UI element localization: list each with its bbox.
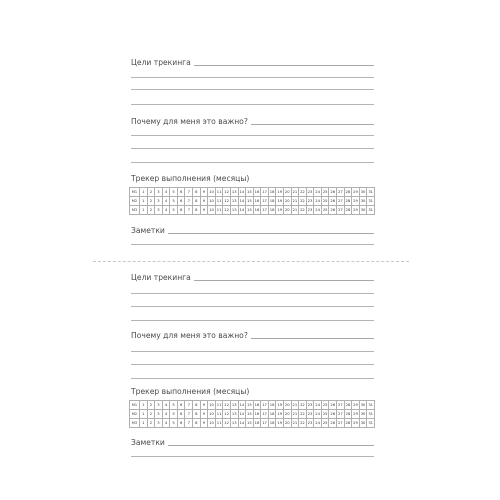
day-cell[interactable]: 22 [299,419,307,428]
heading-underline [168,233,374,234]
day-cell[interactable]: 9 [200,206,208,215]
day-cell[interactable]: 10 [208,410,216,419]
day-cell[interactable]: 8 [193,401,201,410]
day-cell[interactable]: 27 [337,206,345,215]
day-cell[interactable]: 17 [261,410,269,419]
day-cell[interactable]: 23 [306,401,314,410]
day-cell[interactable]: 24 [314,197,322,206]
day-cell[interactable]: 31 [367,410,375,419]
day-cell[interactable]: 8 [193,197,201,206]
day-cell[interactable]: 21 [291,188,299,197]
day-cell[interactable]: 11 [215,401,223,410]
day-cell[interactable]: 16 [253,401,261,410]
day-cell[interactable]: 29 [352,410,360,419]
day-cell[interactable]: 3 [155,206,163,215]
day-cell[interactable]: 5 [170,401,178,410]
day-cell[interactable]: 9 [200,197,208,206]
day-cell[interactable]: 28 [344,206,352,215]
day-cell[interactable]: 19 [276,410,284,419]
day-cell[interactable]: 22 [299,206,307,215]
day-cell[interactable]: 25 [321,401,329,410]
day-cell[interactable]: 21 [291,419,299,428]
day-cell[interactable]: 7 [185,206,193,215]
day-cell[interactable]: 14 [238,206,246,215]
day-cell[interactable]: 17 [261,401,269,410]
day-cell[interactable]: 25 [321,410,329,419]
day-cell[interactable]: 8 [193,410,201,419]
day-cell[interactable]: 20 [283,206,291,215]
day-cell[interactable]: 27 [337,197,345,206]
day-cell[interactable]: 5 [170,188,178,197]
day-cell[interactable]: 11 [215,197,223,206]
day-cell[interactable]: 1 [140,419,148,428]
day-cell[interactable]: 7 [185,401,193,410]
tracker-row [130,188,375,197]
day-cell[interactable]: 3 [155,188,163,197]
day-cell[interactable]: 28 [344,401,352,410]
day-cell[interactable]: 30 [359,206,367,215]
writing-line[interactable] [131,162,374,163]
day-cell[interactable]: 13 [230,401,238,410]
day-cell[interactable]: 29 [352,206,360,215]
tracker-row [130,419,375,428]
day-cell[interactable]: 4 [162,197,170,206]
day-cell[interactable]: 11 [215,419,223,428]
month-tracker-table [129,400,375,428]
writing-line[interactable] [131,89,374,90]
day-cell[interactable]: 29 [352,197,360,206]
day-cell[interactable]: 15 [246,206,254,215]
day-cell[interactable]: 25 [321,419,329,428]
day-cell[interactable]: 25 [321,188,329,197]
day-cell[interactable]: 19 [276,206,284,215]
day-cell[interactable]: 31 [367,197,375,206]
day-cell[interactable]: 15 [246,197,254,206]
day-cell[interactable]: 27 [337,419,345,428]
day-cell[interactable]: 15 [246,188,254,197]
day-cell[interactable]: 26 [329,401,337,410]
day-cell[interactable]: 2 [147,401,155,410]
day-cell[interactable]: 25 [321,197,329,206]
day-cell[interactable]: 6 [177,419,185,428]
day-cell[interactable]: 3 [155,410,163,419]
day-cell[interactable]: 24 [314,401,322,410]
day-cell[interactable]: 24 [314,410,322,419]
day-cell[interactable]: 4 [162,401,170,410]
day-cell[interactable]: 15 [246,419,254,428]
day-cell[interactable]: 1 [140,197,148,206]
heading-underline [168,445,374,446]
day-cell[interactable]: 4 [162,419,170,428]
tracker-row [130,197,375,206]
day-cell[interactable]: 18 [268,401,276,410]
day-cell[interactable]: 18 [268,197,276,206]
day-cell[interactable]: 10 [208,206,216,215]
day-cell[interactable]: 23 [306,188,314,197]
day-cell[interactable]: 16 [253,410,261,419]
day-cell[interactable]: 21 [291,197,299,206]
writing-line[interactable] [131,378,374,379]
day-cell[interactable]: 19 [276,401,284,410]
day-cell[interactable]: 5 [170,410,178,419]
day-cell[interactable]: 11 [215,206,223,215]
writing-line[interactable] [131,77,374,78]
day-cell[interactable]: 17 [261,419,269,428]
day-cell[interactable]: 20 [283,410,291,419]
day-cell[interactable]: 2 [147,419,155,428]
day-cell[interactable]: 9 [200,410,208,419]
day-cell[interactable]: 12 [223,188,231,197]
day-cell[interactable]: 10 [208,419,216,428]
day-cell[interactable]: 14 [238,401,246,410]
day-cell[interactable]: 27 [337,410,345,419]
day-cell[interactable]: 31 [367,206,375,215]
day-cell[interactable]: 26 [329,419,337,428]
day-cell[interactable]: 28 [344,419,352,428]
day-cell[interactable]: 24 [314,419,322,428]
day-cell[interactable]: 12 [223,206,231,215]
day-cell[interactable]: 1 [140,410,148,419]
day-cell[interactable]: 9 [200,401,208,410]
month-label: М1 [130,401,140,410]
day-cell[interactable]: 19 [276,188,284,197]
day-cell[interactable]: 14 [238,410,246,419]
day-cell[interactable]: 21 [291,401,299,410]
day-cell[interactable]: 12 [223,197,231,206]
writing-line[interactable] [131,148,374,149]
writing-line[interactable] [131,104,374,105]
day-cell[interactable]: 20 [283,401,291,410]
day-cell[interactable]: 13 [230,410,238,419]
day-cell[interactable]: 30 [359,188,367,197]
day-cell[interactable]: 29 [352,401,360,410]
day-cell[interactable]: 20 [283,419,291,428]
day-cell[interactable]: 30 [359,197,367,206]
day-cell[interactable]: 1 [140,206,148,215]
tracker-row [130,401,375,410]
day-cell[interactable]: 22 [299,401,307,410]
day-cell[interactable]: 10 [208,197,216,206]
day-cell[interactable]: 18 [268,410,276,419]
day-cell[interactable]: 20 [283,197,291,206]
day-cell[interactable]: 4 [162,188,170,197]
writing-line[interactable] [131,244,374,245]
day-cell[interactable]: 23 [306,197,314,206]
day-cell[interactable]: 26 [329,197,337,206]
goals-heading: Цели трекинга [131,273,191,282]
day-cell[interactable]: 13 [230,197,238,206]
day-cell[interactable]: 8 [193,419,201,428]
day-cell[interactable]: 22 [299,197,307,206]
day-cell[interactable]: 13 [230,419,238,428]
day-cell[interactable]: 16 [253,419,261,428]
writing-line[interactable] [131,320,374,321]
day-cell[interactable]: 31 [367,188,375,197]
day-cell[interactable]: 5 [170,197,178,206]
day-cell[interactable]: 3 [155,197,163,206]
day-cell[interactable]: 19 [276,419,284,428]
day-cell[interactable]: 26 [329,188,337,197]
day-cell[interactable]: 30 [359,410,367,419]
day-cell[interactable]: 10 [208,188,216,197]
day-cell[interactable]: 1 [140,401,148,410]
heading-underline [251,338,374,339]
day-cell[interactable]: 14 [238,197,246,206]
day-cell[interactable]: 17 [261,206,269,215]
day-cell[interactable]: 3 [155,419,163,428]
day-cell[interactable]: 14 [238,419,246,428]
day-cell[interactable]: 20 [283,188,291,197]
day-cell[interactable]: 6 [177,401,185,410]
day-cell[interactable]: 23 [306,410,314,419]
day-cell[interactable]: 21 [291,410,299,419]
day-cell[interactable]: 6 [177,206,185,215]
day-cell[interactable]: 26 [329,206,337,215]
writing-line[interactable] [131,293,374,294]
day-cell[interactable]: 11 [215,410,223,419]
day-cell[interactable]: 9 [200,419,208,428]
day-cell[interactable]: 24 [314,188,322,197]
heading-underline [194,65,374,66]
day-cell[interactable]: 18 [268,419,276,428]
day-cell[interactable]: 11 [215,188,223,197]
day-cell[interactable]: 19 [276,197,284,206]
day-cell[interactable]: 6 [177,188,185,197]
day-cell[interactable]: 17 [261,197,269,206]
day-cell[interactable]: 28 [344,188,352,197]
day-cell[interactable]: 4 [162,206,170,215]
tracker-row [130,410,375,419]
why-heading: Почему для меня это важно? [131,331,248,340]
day-cell[interactable]: 23 [306,419,314,428]
day-cell[interactable]: 3 [155,401,163,410]
day-cell[interactable]: 27 [337,188,345,197]
day-cell[interactable]: 5 [170,419,178,428]
day-cell[interactable]: 7 [185,188,193,197]
day-cell[interactable]: 8 [193,206,201,215]
month-label: М3 [130,206,140,215]
day-cell[interactable]: 2 [147,206,155,215]
cut-line-divider [93,261,409,262]
tracker-heading: Трекер выполнения (месяцы) [131,174,250,183]
writing-line[interactable] [131,306,374,307]
day-cell[interactable]: 15 [246,401,254,410]
notes-heading: Заметки [131,438,165,447]
day-cell[interactable]: 1 [140,188,148,197]
tracker-heading: Трекер выполнения (месяцы) [131,387,250,396]
day-cell[interactable]: 16 [253,206,261,215]
day-cell[interactable]: 7 [185,197,193,206]
heading-underline [251,124,374,125]
day-cell[interactable]: 10 [208,401,216,410]
day-cell[interactable]: 5 [170,206,178,215]
day-cell[interactable]: 6 [177,410,185,419]
day-cell[interactable]: 16 [253,188,261,197]
day-cell[interactable]: 23 [306,206,314,215]
day-cell[interactable]: 7 [185,419,193,428]
day-cell[interactable]: 9 [200,188,208,197]
day-cell[interactable]: 31 [367,401,375,410]
day-cell[interactable]: 31 [367,419,375,428]
month-tracker-table [129,187,375,215]
day-cell[interactable]: 22 [299,188,307,197]
day-cell[interactable]: 2 [147,197,155,206]
month-label: М2 [130,197,140,206]
day-cell[interactable]: 28 [344,410,352,419]
day-cell[interactable]: 12 [223,401,231,410]
day-cell[interactable]: 21 [291,206,299,215]
day-cell[interactable]: 8 [193,188,201,197]
day-cell[interactable]: 24 [314,206,322,215]
day-cell[interactable]: 2 [147,410,155,419]
day-cell[interactable]: 15 [246,410,254,419]
month-label: М2 [130,410,140,419]
tracker-row [130,206,375,215]
month-label: М3 [130,419,140,428]
goals-heading: Цели трекинга [131,58,191,67]
day-cell[interactable]: 16 [253,197,261,206]
day-cell[interactable]: 29 [352,188,360,197]
notes-heading: Заметки [131,226,165,235]
day-cell[interactable]: 25 [321,206,329,215]
day-cell[interactable]: 22 [299,410,307,419]
day-cell[interactable]: 28 [344,197,352,206]
day-cell[interactable]: 18 [268,188,276,197]
day-cell[interactable]: 30 [359,401,367,410]
writing-line[interactable] [131,351,374,352]
heading-underline [194,280,374,281]
day-cell[interactable]: 4 [162,410,170,419]
day-cell[interactable]: 2 [147,188,155,197]
day-cell[interactable]: 30 [359,419,367,428]
writing-line[interactable] [131,456,374,457]
day-cell[interactable]: 18 [268,206,276,215]
day-cell[interactable]: 6 [177,197,185,206]
day-cell[interactable]: 13 [230,206,238,215]
month-label: М1 [130,188,140,197]
day-cell[interactable]: 29 [352,419,360,428]
day-cell[interactable]: 26 [329,410,337,419]
writing-line[interactable] [131,364,374,365]
day-cell[interactable]: 27 [337,401,345,410]
day-cell[interactable]: 12 [223,419,231,428]
writing-line[interactable] [131,135,374,136]
why-heading: Почему для меня это важно? [131,117,248,126]
day-cell[interactable]: 14 [238,188,246,197]
day-cell[interactable]: 13 [230,188,238,197]
day-cell[interactable]: 7 [185,410,193,419]
day-cell[interactable]: 17 [261,188,269,197]
day-cell[interactable]: 12 [223,410,231,419]
